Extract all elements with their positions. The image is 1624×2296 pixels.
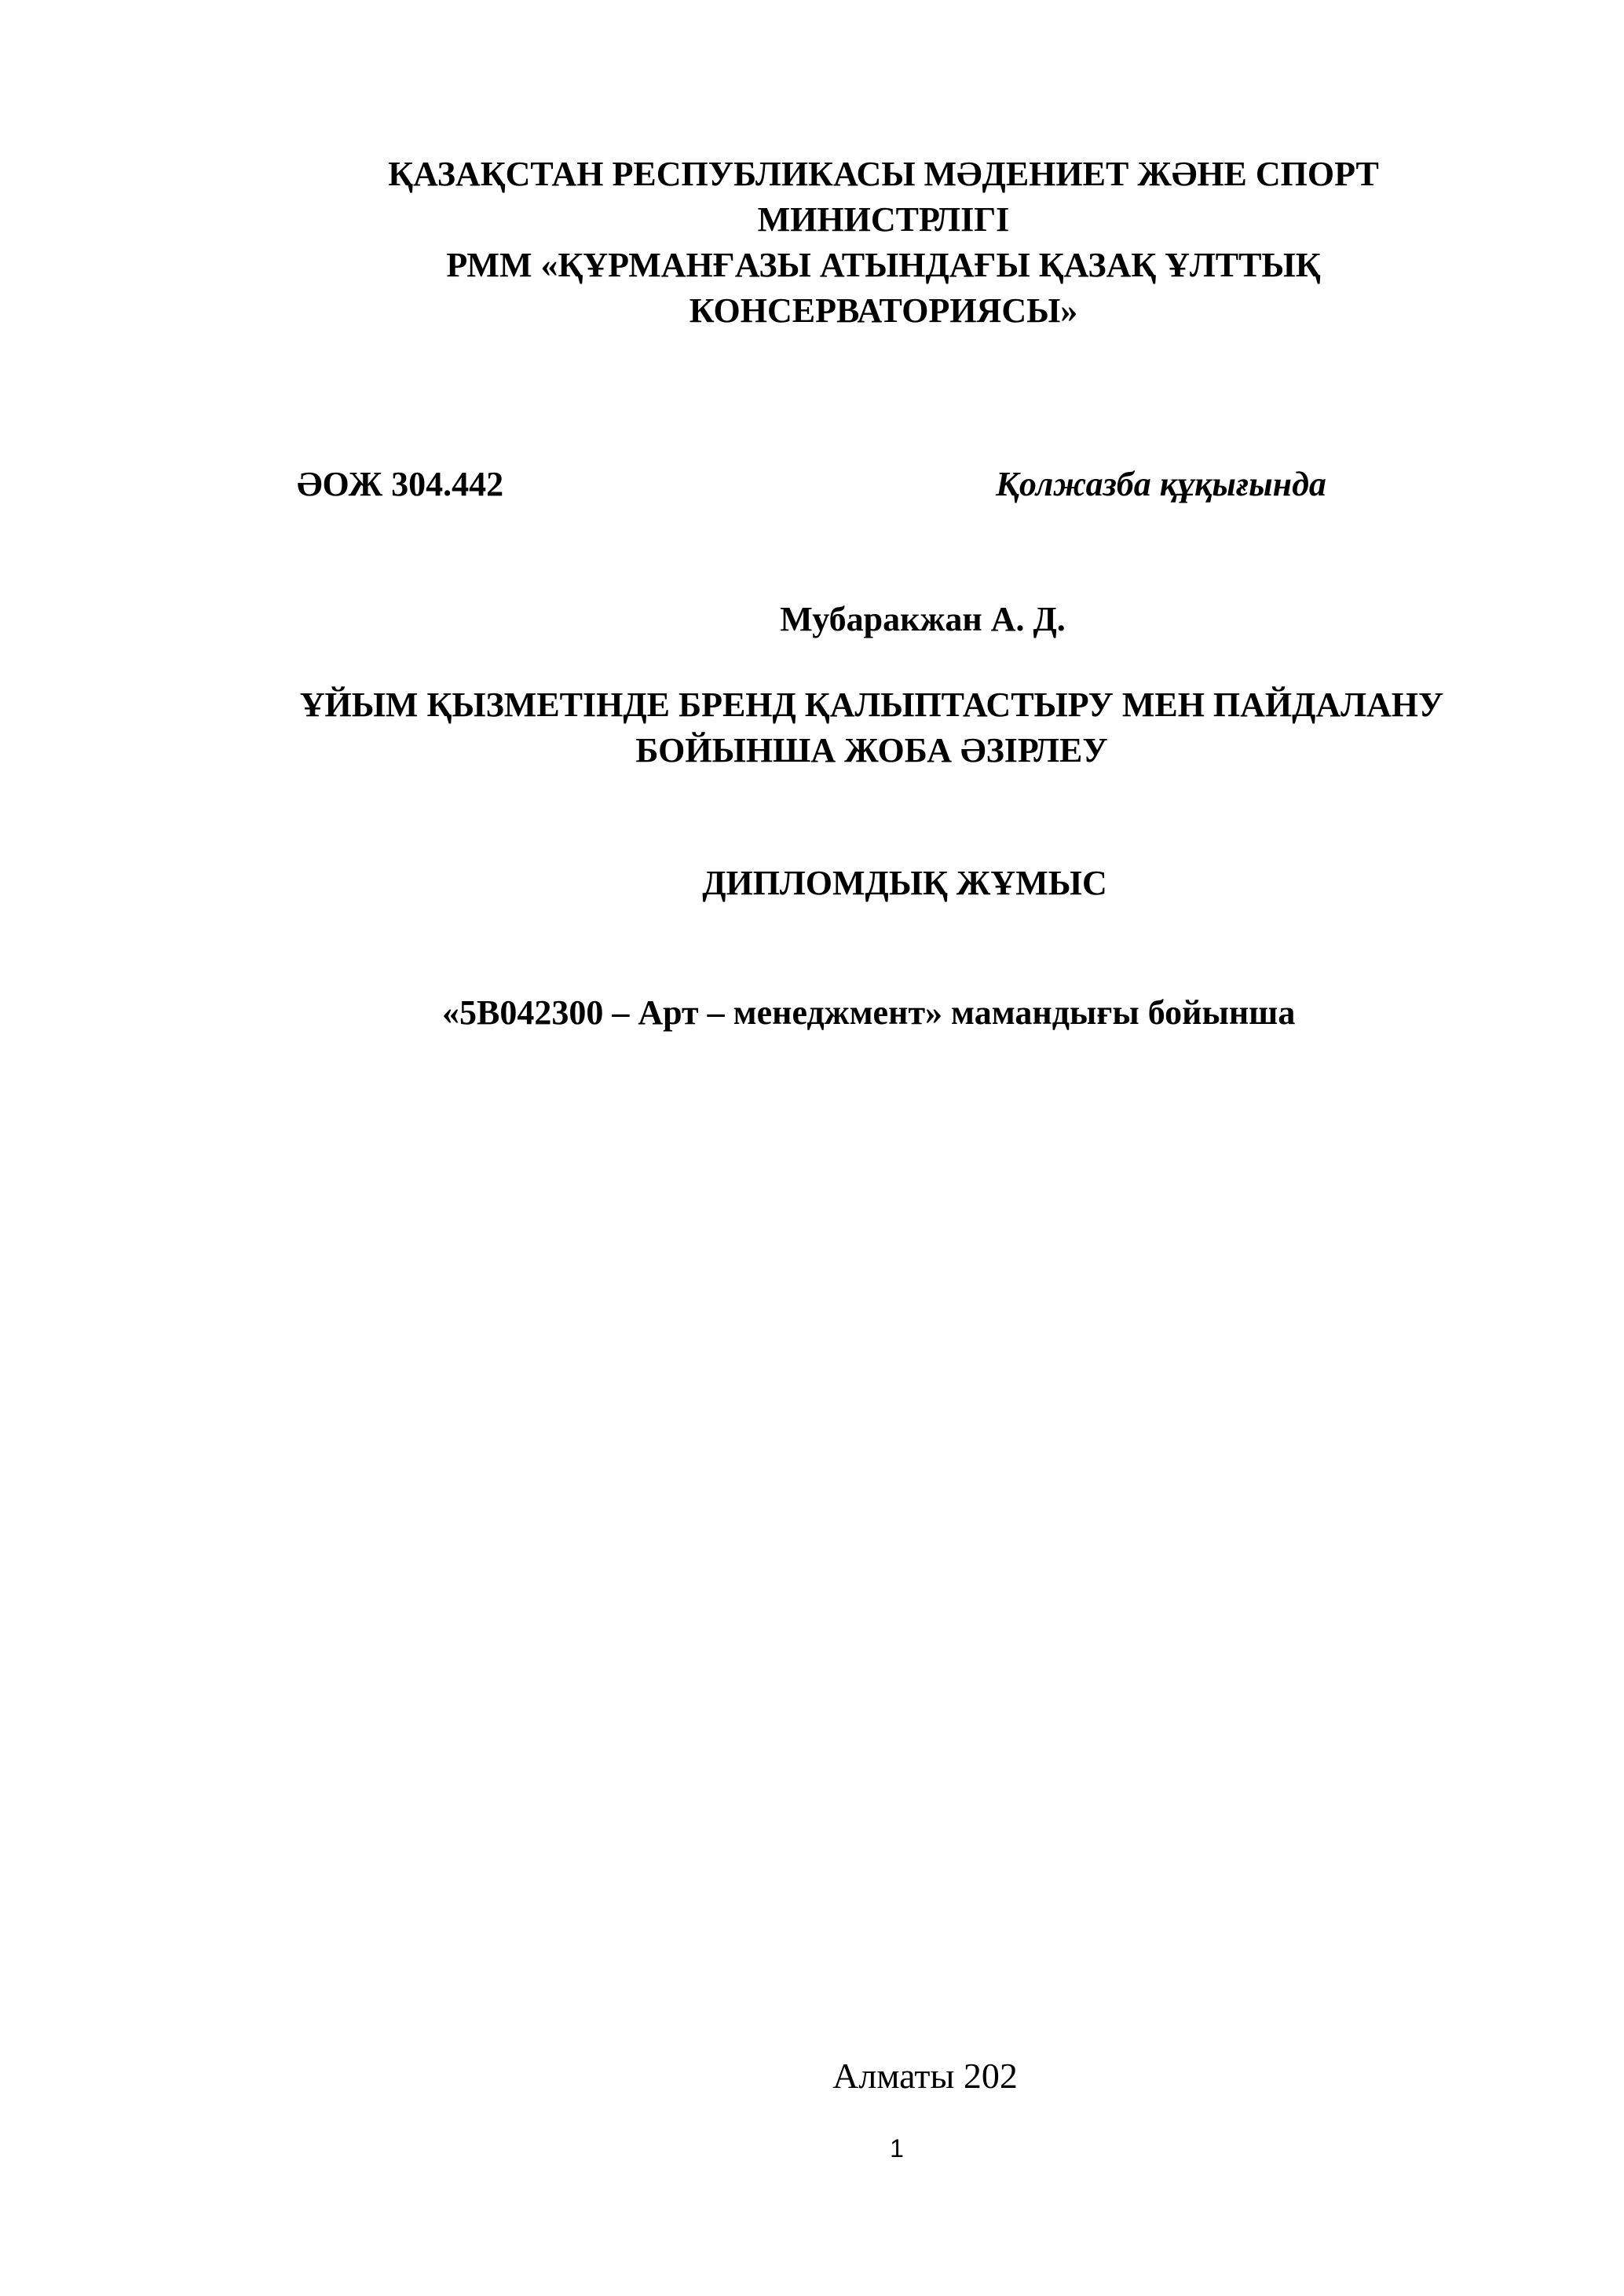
udc-code: ӘОЖ 304.442	[297, 465, 504, 503]
city-year: Алматы 202	[832, 2056, 1018, 2096]
institution-line-2: КОНСЕРВАТОРИЯСЫ»	[689, 291, 1078, 330]
thesis-title-line-1: ҰЙЫМ ҚЫЗМЕТІНДЕ БРЕНД ҚАЛЫПТАСТЫРУ МЕН ПАЙДАЛАНУ	[299, 686, 1444, 724]
manuscript-rights-note: Қолжазба құқығында	[996, 465, 1326, 503]
page-number: 1	[890, 2134, 904, 2163]
thesis-title-line-2: БОЙЫНША ЖОБА ӘЗІРЛЕУ	[635, 731, 1108, 770]
document-type: ДИПЛОМДЫҚ ЖҰМЫС	[702, 864, 1107, 902]
specialty-line: «5В042300 – Арт – менеджмент» мамандығы бойынша	[442, 993, 1296, 1032]
ministry-line-1: ҚАЗАҚСТАН РЕСПУБЛИКАСЫ МӘДЕНИЕТ ЖӘНЕ СПОРТ	[388, 155, 1379, 193]
ministry-line-2: МИНИСТРЛІГІ	[757, 200, 1010, 239]
author-name: Мубаракжан А. Д.	[780, 600, 1066, 638]
institution-line-1: РММ «ҚҰРМАНҒАЗЫ АТЫНДАҒЫ ҚАЗАҚ ҰЛТТЫҚ	[446, 246, 1321, 284]
